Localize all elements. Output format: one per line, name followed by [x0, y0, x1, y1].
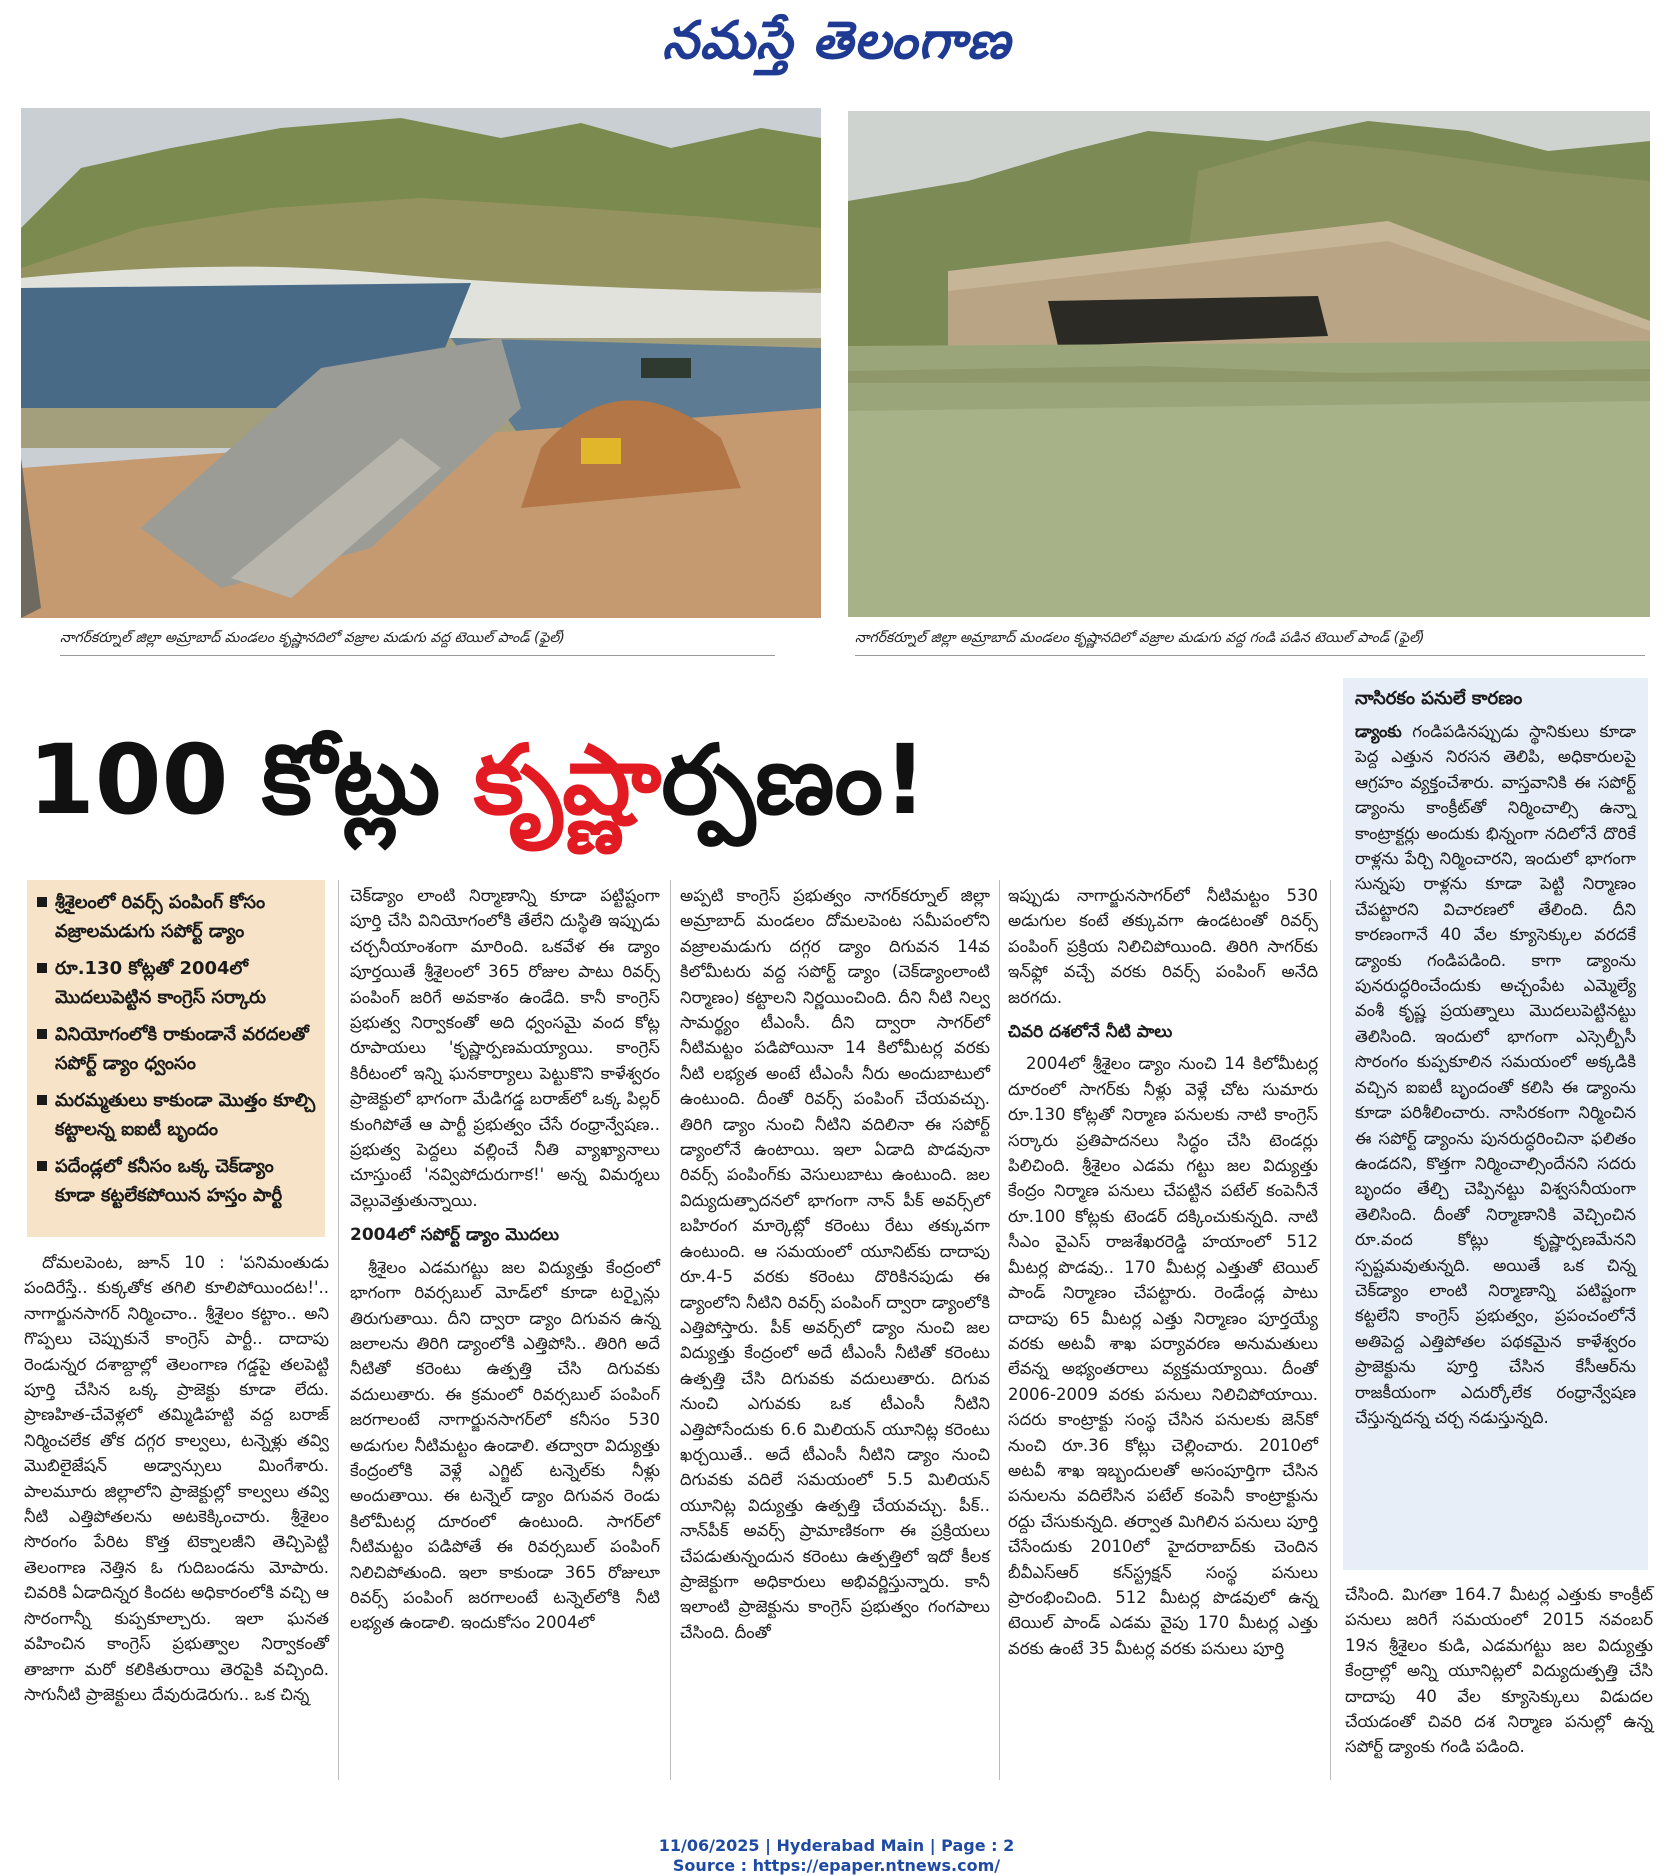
photo-caption-left: నాగర్‌కర్నూల్ జిల్లా అమ్రాబాద్ మండలం కృష్ణానదిలో వజ్రాల మడుగు వద్ద టెయిల్ పాండ్ (ఫైల్)	[60, 630, 565, 646]
masthead-title: నమస్తే తెలంగాణ	[662, 10, 1011, 71]
paragraph: 2004లో శ్రీశైలం డ్యాం నుంచి 14 కిలోమీటర్ల దూరంలో సాగర్‌కు నీళ్లు వెళ్లే చోట సుమారు రూ.130 కోట్లతో నిర్మాణ పనులకు నాటి కాంగ్రెస్ సర్కారు ప్రతిపాదనలు సిద్ధం చేసి టెండర్లు పిలిచింది. శ్రీశైలం ఎడమ గట్టు జల విద్యుత్తు కేంద్రం నిర్మాణ పనులు చేపట్టిన పటేల్ కంపెనీనే రూ.100 కోట్లకు టెండర్ దక్కించుకున్నది. నాటి సీఎం వైఎస్ రాజశేఖరరెడ్డి హయాంలో 512 మీటర్ల పొడవు.. 170 మీటర్ల ఎత్తుతో టెయిల్ పాండ్ నిర్మాణం చేపట్టారు. రెండేండ్ల పాటు దాదాపు 65 మీటర్ల ఎత్తు నిర్మాణం పూర్తయ్యే వరకు అటవీ శాఖ పర్యావరణ అనుమతులు లేవన్న అభ్యంతరాలు వ్యక్తమయ్యాయి. దీంతో 2006-2009 వరకు పనులు నిలిచిపోయాయి. సదరు కాంట్రాక్టు సంస్థ చేసిన పనులకు జెన్‌కో నుంచి రూ.36 కోట్లు చెల్లించారు. 2010లో అటవీ శాఖ ఇబ్బందులతో అసంపూర్తిగా చేసిన పనులను వదిలేసిన పటేల్ కంపెనీ కాంట్రాక్టును రద్దు చేసుకున్నది. తర్వాత మిగిలిన పనులు పూర్తి చేసేందుకు 2010లో హైదరాబాద్‌కు చెందిన బీవీఎస్‌ఆర్ కన్‌స్ట్రక్షన్ సంస్థ పనులు ప్రారంభించింది. 512 మీటర్ల పొడవులో ఉన్న టెయిల్ పాండ్ ఎడమ వైపు 170 మీటర్ల ఎత్తు వరకు ఉంటే 35 మీటర్ల వరకు పనులు పూర్తి	[1008, 1054, 1318, 1658]
sidebar-body: డ్యాంకు గండిపడినప్పుడు స్థానికులు కూడా పెద్ద ఎత్తున నిరసన తెలిపి, అధికారులపై ఆగ్రహం వ్యక్తంచేశారు. వాస్తవానికి ఈ సపోర్ట్ డ్యాంను కాంక్రీట్‌తో నిర్మించాల్సి ఉన్నా కాంట్రాక్టర్లు అందుకు భిన్నంగా నదిలోనే దొరికే రాళ్లను పేర్చి నిర్మించారని, ఇందులో భాగంగా సున్నపు రాళ్లను కూడా పెట్టి నిర్మాణం చేపట్టారని విచారణలో తేలింది. దీని కారణంగానే 40 వేల క్యూసెక్కుల వరదకే డ్యాంకు గండిపడింది. కాగా డ్యాంను పునరుద్ధరించేందుకు అచ్చంపేట ఎమ్మెల్యే వంశీ కృష్ణ ప్రయత్నాలు మొదలుపెట్టినట్టు తెలిసింది. ఇందులో భాగంగా ఎస్సెల్బీసీ సొరంగం కుప్పకూలిన సమయంలో అక్కడికి వచ్చిన ఐఐటీ బృందంతో కలిసి ఈ డ్యాంను కూడా పరిశీలించారు. నాసిరకంగా నిర్మించిన ఈ సపోర్ట్ డ్యాంను పునరుద్ధరించినా ఫలితం ఉండదని, కొత్తగా నిర్మించాల్సిందేనని సదరు బృందం తేల్చి చెప్పినట్టు విశ్వసనీయంగా తెలిసింది. దీంతో నిర్మాణానికి వెచ్చించిన రూ.వంద కోట్లు కృష్ణార్పణమేనని స్పష్టమవుతున్నది. అయితే ఒక చిన్న చెక్‌డ్యాం లాంటి నిర్మాణాన్ని పటిష్టంగా కట్టలేని కాంగ్రెస్ ప్రభుత్వం, ప్రపంచంలోనే అతిపెద్ద ఎత్తిపోతల పథకమైన కాళేశ్వరం ప్రాజెక్టును పూర్తి చేసిన కేసీఆర్‌ను రాజకీయంగా ఎదుర్కోలేక రంధ్రాన్వేషణ చేస్తున్నదన్న చర్చ నడుస్తున్నది.	[1355, 722, 1636, 1427]
article-column-5	[1345, 1582, 1653, 1760]
paragraph: శ్రీశైలం ఎడమగట్టు జల విద్యుత్తు కేంద్రంలో భాగంగా రివర్సబుల్ మోడ్‌లో కూడా టర్బైన్లు తిరుగుతాయి. దీని ద్వారా డ్యాం దిగువన ఉన్న జలాలను తిరిగి డ్యాంలోకి ఎత్తిపోసి.. తిరిగి అదే నీటితో కరెంటు ఉత్పత్తి చేసి దిగువకు వదులుతారు. ఈ క్రమంలో రివర్సబుల్ పంపింగ్ జరగాలంటే నాగార్జునసాగర్‌లో కనీసం 530 అడుగుల నీటిమట్టం ఉండాలి. తద్వారా విద్యుత్తు కేంద్రంలోకి వెళ్లే ఎగ్జిట్ టన్నెల్‌కు నీళ్లు అందుతాయి. ఈ టన్నెల్ డ్యాం దిగువన రెండు కిలోమీటర్ల దూరంలో ఉంటుంది. సాగర్‌లో నీటిమట్టం పడిపోతే ఈ రివర్సబుల్ పంపింగ్ నిలిచిపోతుంది. ఇలా కాకుండా 365 రోజులూ రివర్స్ పంపింగ్ జరగాలంటే టన్నెల్‌లోకి నీటి లభ్యత ఉండాలి. ఇందుకోసం 2004లో	[350, 1257, 660, 1633]
headline-part-3: ర్పణం!	[661, 724, 927, 836]
highlights-box	[27, 880, 325, 1237]
subheading: చివరి దశలోనే నీటి పాలు	[1008, 1022, 1173, 1043]
article-column-1	[24, 1250, 329, 1707]
paragraph: ఇప్పుడు నాగార్జునసాగర్‌లో నీటిమట్టం 530 అడుగుల కంటే తక్కువగా ఉండటంతో రివర్స్ పంపింగ్ ప్రక్రియ నిలిచిపోయింది. తిరిగి సాగర్‌కు ఇన్‌ఫ్లో వచ్చే వరకు రివర్స్ పంపింగ్ అనేది జరగదు.	[1008, 886, 1318, 1007]
sidebar-box	[1343, 678, 1648, 1570]
highlight-item: రూ.130 కోట్లతో 2004లో మొదలుపెట్టిన కాంగ్రెస్ సర్కారు	[35, 954, 317, 1012]
headline-part-1: 100 కోట్లు	[28, 724, 474, 836]
footer-date-edition: 11/06/2025 | Hyderabad Main | Page : 2	[658, 1836, 1015, 1855]
footer-source: Source : https://epaper.ntnews.com/	[672, 1856, 1001, 1875]
paragraph: అప్పటి కాంగ్రెస్ ప్రభుత్వం నాగర్‌కర్నూల్ జిల్లా అమ్రాబాద్ మండలం దోమలపెంట సమీపంలోని వజ్రాలమడుగు దగ్గర డ్యాం దిగువన 14వ కిలోమీటరు వద్ద సపోర్ట్ డ్యాం (చెక్‌డ్యాంలాంటి నిర్మాణం) కట్టాలని నిర్ణయించింది. దీని నీటి నిల్వ సామర్థ్యం టీఎంసీ. దీని ద్వారా సాగర్‌లో నీటిమట్టం పడిపోయినా 14 కిలోమీటర్ల వరకు నీటి లభ్యత అంటే టీఎంసీ నీరు అందుబాటులో ఉంటుంది. దీంతో రివర్స్ పంపింగ్ చేయవచ్చు. తిరిగి డ్యాం నుంచి నీటిని వదిలినా ఈ సపోర్ట్ డ్యాంలోనే ఉంటాయి. ఇలా ఏడాది పొడవునా రివర్స్ పంపింగ్‌కు వెసులుబాటు ఉంటుంది. జల విద్యుదుత్పాదనలో భాగంగా నాన్ పీక్ అవర్స్‌లో బహిరంగ మార్కెట్లో కరెంటు రేటు తక్కువగా ఉంటుంది. ఆ సమయంలో యూనిట్‌కు దాదాపు రూ.4-5 వరకు కరెంటు దొరికినపుడు ఈ డ్యాంలోని నీటిని రివర్స్ పంపింగ్ ద్వారా డ్యాంలోకి ఎత్తిపోస్తారు. పీక్ అవర్స్‌లో డ్యాం నుంచి జల విద్యుత్తు కేంద్రంలో అదే టీఎంసీ నీటితో కరెంటు ఉత్పత్తి చేసి దిగువకు వదులుతారు. దిగువ నుంచి ఎగువకు ఒక టీఎంసీ నీటిని ఎత్తిపోసేందుకు 6.6 మిలియన్ యూనిట్ల కరెంటు ఖర్చయితే.. అదే టీఎంసీ నీటిని డ్యాం నుంచి దిగువకు వదిలే సమయంలో 5.5 మిలియన్ యూనిట్ల విద్యుత్తు ఉత్పత్తి చేయవచ్చు. పీక్.. నాన్‌పీక్ అవర్స్ ప్రామాణికంగా ఈ ప్రక్రియలు చేపడుతున్నందున కరెంటు ఉత్పత్తిలో ఇదో కీలక ప్రాజెక్టుగా అధికారులు అభివర్ణిస్తున్నారు. కానీ ఇలాంటి ప్రాజెక్టును కాంగ్రెస్ ప్రభుత్వం గంగపాలు చేసింది. దీంతో	[680, 886, 990, 1642]
column-divider	[670, 880, 671, 1780]
bullet-square-icon	[37, 963, 47, 973]
photo-breached-tail-pond	[848, 111, 1650, 617]
bullet-square-icon	[37, 897, 47, 907]
photo-caption-right: నాగర్‌కర్నూల్ జిల్లా అమ్రాబాద్ మండలం కృష్ణానదిలో వజ్రాల మడుగు వద్ద గండి పడిన టెయిల్ పాండ్ (ఫైల్)	[855, 630, 1425, 646]
subheading: 2004లో సపోర్ట్ డ్యాం మొదలు	[350, 1225, 560, 1246]
photo-dam-construction	[21, 108, 821, 618]
bullet-square-icon	[37, 1029, 47, 1039]
headline	[28, 715, 1318, 845]
headline-part-2: కృష్ణా	[473, 724, 662, 836]
highlight-item: వినియోగంలోకి రాకుండానే వరదలతో సపోర్ట్ డ్యాం ధ్వంసం	[35, 1020, 317, 1078]
sidebar-title: నాసిరకం పనులే కారణం	[1355, 688, 1523, 709]
highlight-item: పదేండ్లలో కనీసం ఒక్క చెక్‌డ్యాం కూడా కట్టలేకపోయిన హస్తం పార్టీ	[35, 1152, 317, 1210]
bullet-square-icon	[37, 1161, 47, 1171]
column-divider	[999, 880, 1000, 1780]
column-divider	[1330, 880, 1331, 1780]
caption-rule-right	[855, 655, 1645, 656]
paragraph: చెక్‌డ్యాం లాంటి నిర్మాణాన్ని కూడా పట్టిష్టంగా పూర్తి చేసి వినియోగంలోకి తేలేని దుస్థితి ఇప్పుడు చర్చనీయాంశంగా మారింది. ఒకవేళ ఈ డ్యాం పూర్తయితే శ్రీశైలంలో 365 రోజుల పాటు రివర్స్ పంపింగ్ జరిగే అవకాశం ఉండేది. కానీ కాంగ్రెస్ ప్రభుత్వ నిర్వాకంతో అది ధ్వంసమై వంద కోట్ల రూపాయలు 'కృష్ణార్పణమయ్యాయి. కాంగ్రెస్ కిరీటంలో ఇన్ని ఘనకార్యాలు పెట్టుకొని కాళేశ్వరం ప్రాజెక్టులో భాగంగా మేడిగడ్డ బరాజ్‌లో ఒక్క పిల్లర్ కుంగిపోతే ఆ పార్టీ ప్రభుత్వం చేసే రంధ్రాన్వేషణ.. ప్రభుత్వ పెద్దలు వల్లించే నీతి వ్యాఖ్యానాలు చూస్తుంటే 'నవ్విపోదురుగాక!' అన్న విమర్శలు వెల్లువెత్తుతున్నాయి.	[350, 886, 660, 1210]
column-divider	[338, 880, 339, 1780]
highlight-item: శ్రీశైలంలో రివర్స్ పంపింగ్ కోసం వజ్రాలమడుగు సపోర్ట్ డ్యాం	[35, 888, 317, 946]
highlight-item: మరమ్మతులు కాకుండా మొత్తం కూల్చి కట్టాలన్న ఐఐటీ బృందం	[35, 1086, 317, 1144]
masthead	[0, 10, 1673, 78]
paragraph: దోమలపెంట, జూన్ 10 : 'పనిమంతుడు పందిరేస్తే.. కుక్కతోక తగిలి కూలిపోయిందట!'.. నాగార్జునసాగర్ నిర్మించాం.. శ్రీశైలం కట్టాం.. అని గొప్పలు చెప్పుకునే కాంగ్రెస్ పార్టీ.. దాదాపు రెండున్నర దశాబ్దాల్లో తెలంగాణ గడ్డపై తలపెట్టి పూర్తి చేసిన ఒక్క ప్రాజెక్టు కూడా లేదు. ప్రాణహిత-చేవెళ్లలో తమ్మిడిహట్టి వద్ద బరాజ్ నిర్మించలేక తోక దగ్గర కాల్వలు, టన్నెళ్లు తవ్వి మొబిలైజేషన్ అడ్వాన్సులు మింగేశారు. పాలమూరు జిల్లాలోని ప్రాజెక్టుల్లో కాల్వలు తవ్వి నీటి ఎత్తిపోతలను అటకెక్కించారు. శ్రీశైలం సొరంగం పేరిట కొత్త టెక్నాలజీని తెచ్చిపెట్టి తెలంగాణ నెత్తిన ఓ గుదిబండను మోపారు. చివరికి ఏడాదిన్నర కిందట అధికారంలోకి వచ్చి ఆ సొరంగాన్నీ కుప్పకూల్చారు. ఇలా ఘనత వహించిన కాంగ్రెస్ ప్రభుత్వాల నిర్వాకంతో తాజాగా మరో కలికితురాయి తెరపైకి వచ్చింది. సాగునీటి ప్రాజెక్టులు దేవురుడెరుగు.. ఒక చిన్న	[24, 1253, 329, 1704]
article-column-2	[350, 883, 660, 1636]
caption-rule-left	[60, 655, 775, 656]
bullet-square-icon	[37, 1095, 47, 1105]
article-column-4	[1008, 883, 1318, 1661]
article-column-3	[680, 883, 990, 1645]
paragraph: చేసింది. మిగతా 164.7 మీటర్ల ఎత్తుకు కాంక్రీట్ పనులు జరిగే సమయంలో 2015 నవంబర్ 19న శ్రీశైలం కుడి, ఎడమగట్టు జల విద్యుత్తు కేంద్రాల్లో అన్ని యూనిట్లలో విద్యుదుత్పత్తి చేసి దాదాపు 40 వేల క్యూసెక్కులు విడుదల చేయడంతో చివరి దశ నిర్మాణ పనుల్లో ఉన్న సపోర్ట్ డ్యాంకు గండి పడింది.	[1345, 1585, 1653, 1757]
sidebar-lead: డ్యాంకు	[1355, 722, 1402, 741]
